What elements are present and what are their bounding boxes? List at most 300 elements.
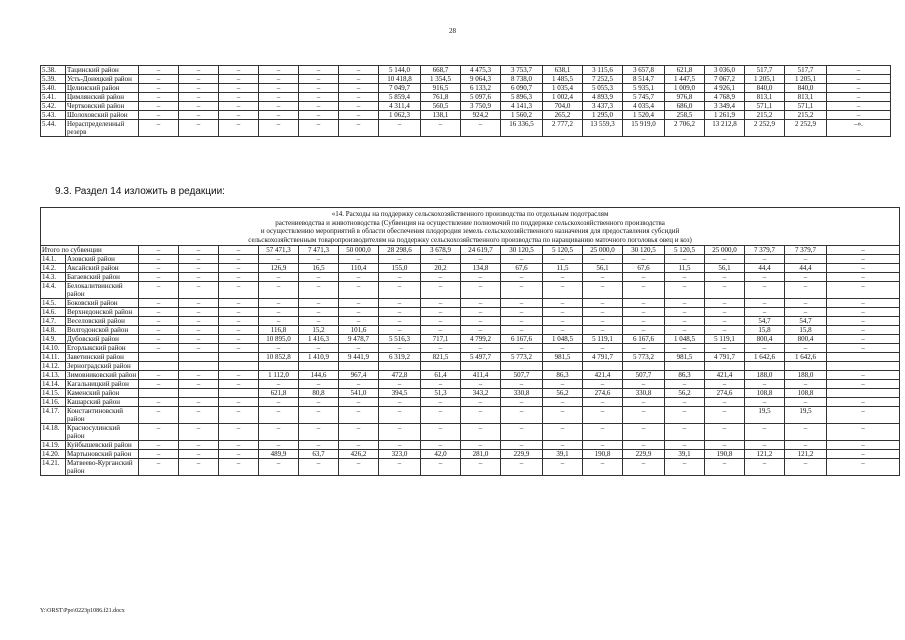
- value-cell: –: [179, 255, 219, 264]
- value-cell: –: [299, 398, 339, 407]
- row-code: 14.6.: [41, 308, 66, 317]
- value-cell: –: [583, 459, 623, 476]
- value-cell: –: [461, 424, 501, 441]
- value-cell: 19,5: [785, 407, 827, 424]
- value-cell: 7 049,7: [379, 84, 421, 93]
- value-cell: 39,1: [543, 450, 583, 459]
- value-cell: 1 002,4: [543, 93, 583, 102]
- value-cell: 10 895,0: [259, 335, 299, 344]
- value-cell: 813,1: [785, 93, 827, 102]
- value-cell: [785, 362, 827, 371]
- value-cell: –: [219, 424, 259, 441]
- value-cell: 3 115,6: [583, 66, 623, 75]
- value-cell: 11,5: [543, 264, 583, 273]
- value-cell: [543, 362, 583, 371]
- value-cell: [219, 362, 259, 371]
- value-cell: –: [623, 344, 665, 353]
- row-name: Верхнедонской район: [66, 308, 139, 317]
- value-cell: 11,5: [665, 264, 705, 273]
- value-cell: [421, 362, 461, 371]
- row-name: Заветинский район: [66, 353, 139, 362]
- value-cell: –: [745, 344, 785, 353]
- value-cell: –: [705, 326, 745, 335]
- value-cell: 5 055,3: [583, 84, 623, 93]
- value-cell: –: [259, 84, 299, 93]
- value-cell: 916,5: [421, 84, 461, 93]
- value-cell: 5 935,1: [623, 84, 665, 93]
- value-cell: 7 471,3: [299, 246, 339, 255]
- table-row: [41, 120, 891, 137]
- value-cell: –: [421, 273, 461, 282]
- value-cell: 541,0: [339, 389, 379, 398]
- value-cell: 1 048,5: [543, 335, 583, 344]
- value-cell: –: [299, 407, 339, 424]
- value-cell: –: [259, 424, 299, 441]
- value-cell: –: [543, 326, 583, 335]
- value-cell: –: [139, 84, 179, 93]
- value-cell: –: [179, 299, 219, 308]
- value-cell: 2 252,9: [745, 120, 785, 137]
- value-cell: 5 497,7: [461, 353, 501, 362]
- value-cell: –: [259, 273, 299, 282]
- value-cell: –: [179, 407, 219, 424]
- value-cell: –: [665, 407, 705, 424]
- value-cell: –: [179, 75, 219, 84]
- value-cell: –: [501, 424, 543, 441]
- row-name: Чертковский район: [66, 102, 139, 111]
- row-code: 14.1.: [41, 255, 66, 264]
- value-cell: –: [623, 424, 665, 441]
- value-cell: –».: [827, 120, 891, 137]
- value-cell: –: [339, 111, 379, 120]
- value-cell: –: [299, 75, 339, 84]
- value-cell: –: [339, 75, 379, 84]
- value-cell: 1 205,1: [785, 75, 827, 84]
- value-cell: –: [827, 264, 900, 273]
- value-cell: 323,0: [379, 450, 421, 459]
- value-cell: 215,2: [745, 111, 785, 120]
- value-cell: 426,2: [339, 450, 379, 459]
- row-name: Веселовский район: [66, 317, 139, 326]
- caption-line: сельскохозяйственным товаропроизводителям на поддержку сельскохозяйственного производства по наращиванию маточного поголовья овец и коз): [248, 235, 692, 244]
- value-cell: –: [461, 459, 501, 476]
- value-cell: –: [139, 326, 179, 335]
- value-cell: –: [339, 441, 379, 450]
- value-cell: –: [827, 398, 900, 407]
- value-cell: [139, 362, 179, 371]
- value-cell: 4 791,7: [583, 353, 623, 362]
- value-cell: 1 447,5: [665, 75, 705, 84]
- value-cell: –: [461, 255, 501, 264]
- value-cell: 30 120,5: [501, 246, 543, 255]
- value-cell: –: [179, 93, 219, 102]
- value-cell: –: [827, 282, 900, 299]
- row-name: Куйбышевский район: [66, 441, 139, 450]
- caption-line: и осуществлению мероприятий в области обеспечения плодородия земель сельскохозяйственного назначения для предоставления субсидий: [260, 227, 680, 236]
- value-cell: –: [461, 308, 501, 317]
- value-cell: –: [583, 308, 623, 317]
- value-cell: –: [219, 93, 259, 102]
- table-row: [41, 299, 900, 308]
- value-cell: 411,4: [461, 371, 501, 380]
- value-cell: 8 514,7: [623, 75, 665, 84]
- value-cell: –: [623, 380, 665, 389]
- value-cell: –: [139, 441, 179, 450]
- table-caption-row: [41, 208, 900, 246]
- value-cell: –: [623, 282, 665, 299]
- value-cell: 3 678,9: [421, 246, 461, 255]
- value-cell: –: [543, 255, 583, 264]
- value-cell: 840,0: [785, 84, 827, 93]
- row-code: 14.9.: [41, 335, 66, 344]
- value-cell: –: [827, 459, 900, 476]
- row-code: 14.13.: [41, 371, 66, 380]
- value-cell: 3 349,4: [705, 102, 745, 111]
- value-cell: –: [139, 299, 179, 308]
- value-cell: –: [745, 380, 785, 389]
- value-cell: 6 090,7: [501, 84, 543, 93]
- value-cell: 1 009,0: [665, 84, 705, 93]
- row-code: 14.18.: [41, 424, 66, 441]
- value-cell: –: [219, 371, 259, 380]
- value-cell: –: [339, 407, 379, 424]
- value-cell: 343,2: [461, 389, 501, 398]
- value-cell: 421,4: [583, 371, 623, 380]
- value-cell: –: [623, 317, 665, 326]
- value-cell: 281,0: [461, 450, 501, 459]
- value-cell: –: [827, 450, 900, 459]
- value-cell: –: [705, 344, 745, 353]
- value-cell: 571,1: [785, 102, 827, 111]
- value-cell: –: [179, 371, 219, 380]
- value-cell: –: [745, 299, 785, 308]
- value-cell: –: [785, 441, 827, 450]
- value-cell: 44,4: [745, 264, 785, 273]
- value-cell: –: [259, 308, 299, 317]
- value-cell: –: [665, 424, 705, 441]
- row-code: 14.3.: [41, 273, 66, 282]
- value-cell: –: [705, 255, 745, 264]
- value-cell: 274,6: [705, 389, 745, 398]
- value-cell: –: [421, 424, 461, 441]
- value-cell: –: [583, 380, 623, 389]
- value-cell: –: [421, 344, 461, 353]
- value-cell: –: [219, 282, 259, 299]
- value-cell: –: [501, 380, 543, 389]
- value-cell: 3 750,9: [461, 102, 501, 111]
- value-cell: –: [219, 84, 259, 93]
- value-cell: 188,0: [745, 371, 785, 380]
- value-cell: 258,5: [665, 111, 705, 120]
- value-cell: –: [179, 450, 219, 459]
- value-cell: 472,8: [379, 371, 421, 380]
- value-cell: –: [179, 264, 219, 273]
- value-cell: 967,4: [339, 371, 379, 380]
- value-cell: –: [259, 102, 299, 111]
- value-cell: –: [139, 317, 179, 326]
- value-cell: –: [705, 317, 745, 326]
- value-cell: [179, 362, 219, 371]
- value-cell: –: [583, 344, 623, 353]
- value-cell: –: [785, 398, 827, 407]
- table-row: [41, 273, 900, 282]
- value-cell: –: [665, 398, 705, 407]
- value-cell: 4 893,9: [583, 93, 623, 102]
- value-cell: –: [259, 255, 299, 264]
- value-cell: 4 791,7: [705, 353, 745, 362]
- value-cell: –: [827, 255, 900, 264]
- row-code: 14.21.: [41, 459, 66, 476]
- value-cell: –: [461, 273, 501, 282]
- value-cell: 507,7: [501, 371, 543, 380]
- value-cell: –: [139, 459, 179, 476]
- value-cell: 507,7: [623, 371, 665, 380]
- value-cell: –: [139, 111, 179, 120]
- value-cell: 761,8: [421, 93, 461, 102]
- value-cell: 717,1: [421, 335, 461, 344]
- value-cell: 1 295,0: [583, 111, 623, 120]
- table-row: [41, 102, 891, 111]
- value-cell: –: [379, 380, 421, 389]
- value-cell: –: [827, 344, 900, 353]
- value-cell: 190,8: [705, 450, 745, 459]
- value-cell: –: [543, 344, 583, 353]
- value-cell: 330,8: [623, 389, 665, 398]
- value-cell: –: [745, 459, 785, 476]
- value-cell: 42,0: [421, 450, 461, 459]
- table-row: [41, 441, 900, 450]
- value-cell: –: [785, 308, 827, 317]
- value-cell: 686,0: [665, 102, 705, 111]
- row-code: 5.44.: [41, 120, 66, 137]
- value-cell: –: [139, 424, 179, 441]
- value-cell: 19,5: [745, 407, 785, 424]
- value-cell: –: [259, 120, 299, 137]
- row-code: 5.38.: [41, 66, 66, 75]
- value-cell: –: [179, 380, 219, 389]
- value-cell: –: [421, 380, 461, 389]
- row-name: Нераспределенный резерв: [66, 120, 139, 137]
- value-cell: 840,0: [745, 84, 785, 93]
- value-cell: 50 000,0: [339, 246, 379, 255]
- row-code: 5.42.: [41, 102, 66, 111]
- value-cell: 15,8: [745, 326, 785, 335]
- row-name: Егорлыкский район: [66, 344, 139, 353]
- value-cell: –: [421, 255, 461, 264]
- value-cell: 2 252,9: [785, 120, 827, 137]
- row-name: Тацинский район: [66, 66, 139, 75]
- value-cell: –: [339, 93, 379, 102]
- value-cell: –: [543, 317, 583, 326]
- value-cell: 54,7: [745, 317, 785, 326]
- row-code: 14.7.: [41, 317, 66, 326]
- value-cell: –: [139, 102, 179, 111]
- value-cell: 3 657,8: [623, 66, 665, 75]
- value-cell: –: [421, 120, 461, 137]
- table-row: [41, 282, 900, 299]
- row-code: 14.14.: [41, 380, 66, 389]
- row-name: Целинский район: [66, 84, 139, 93]
- value-cell: 155,0: [379, 264, 421, 273]
- value-cell: 1 035,4: [543, 84, 583, 93]
- value-cell: –: [461, 344, 501, 353]
- row-name: Боковский район: [66, 299, 139, 308]
- value-cell: 5 859,4: [379, 93, 421, 102]
- value-cell: –: [219, 120, 259, 137]
- table-row: [41, 380, 900, 389]
- value-cell: –: [665, 380, 705, 389]
- value-cell: –: [299, 308, 339, 317]
- value-cell: –: [339, 120, 379, 137]
- value-cell: 981,5: [543, 353, 583, 362]
- value-cell: –: [665, 317, 705, 326]
- value-cell: –: [139, 273, 179, 282]
- value-cell: –: [501, 299, 543, 308]
- value-cell: –: [179, 441, 219, 450]
- value-cell: 274,6: [583, 389, 623, 398]
- value-cell: 1 560,2: [501, 111, 543, 120]
- value-cell: 5 120,5: [665, 246, 705, 255]
- value-cell: –: [219, 450, 259, 459]
- value-cell: –: [583, 398, 623, 407]
- value-cell: –: [583, 441, 623, 450]
- value-cell: –: [705, 407, 745, 424]
- value-cell: –: [623, 441, 665, 450]
- value-cell: –: [583, 317, 623, 326]
- row-code: 14.17.: [41, 407, 66, 424]
- caption-line: «14. Расходы на поддержку сельскохозяйственного производства по отдельным подотраслям: [331, 210, 609, 218]
- value-cell: –: [543, 459, 583, 476]
- value-cell: 51,3: [421, 389, 461, 398]
- value-cell: –: [827, 84, 891, 93]
- value-cell: –: [665, 255, 705, 264]
- value-cell: 101,6: [339, 326, 379, 335]
- value-cell: 1 354,5: [421, 75, 461, 84]
- row-name: Константиновский район: [66, 407, 139, 424]
- row-name: Азовский район: [66, 255, 139, 264]
- value-cell: –: [705, 424, 745, 441]
- value-cell: –: [623, 273, 665, 282]
- value-cell: –: [543, 273, 583, 282]
- value-cell: 6 319,2: [379, 353, 421, 362]
- value-cell: –: [179, 344, 219, 353]
- table-row: [41, 398, 900, 407]
- value-cell: 3 036,0: [705, 66, 745, 75]
- value-cell: –: [705, 459, 745, 476]
- value-cell: –: [139, 335, 179, 344]
- value-cell: [379, 362, 421, 371]
- table-row: [41, 66, 891, 75]
- value-cell: –: [827, 371, 900, 380]
- row-name: Кашарский район: [66, 398, 139, 407]
- value-cell: –: [139, 93, 179, 102]
- value-cell: 265,2: [543, 111, 583, 120]
- value-cell: –: [543, 380, 583, 389]
- value-cell: 44,4: [785, 264, 827, 273]
- value-cell: –: [379, 344, 421, 353]
- value-cell: 10 852,8: [259, 353, 299, 362]
- value-cell: –: [179, 111, 219, 120]
- value-cell: –: [623, 308, 665, 317]
- value-cell: –: [259, 75, 299, 84]
- value-cell: –: [179, 84, 219, 93]
- value-cell: –: [379, 308, 421, 317]
- value-cell: –: [339, 102, 379, 111]
- row-name: Каменский район: [66, 389, 139, 398]
- value-cell: 108,8: [785, 389, 827, 398]
- value-cell: –: [501, 317, 543, 326]
- value-cell: 15 919,0: [623, 120, 665, 137]
- value-cell: –: [219, 264, 259, 273]
- value-cell: –: [379, 273, 421, 282]
- value-cell: –: [705, 299, 745, 308]
- value-cell: [501, 362, 543, 371]
- value-cell: –: [299, 273, 339, 282]
- value-cell: –: [379, 424, 421, 441]
- value-cell: –: [665, 441, 705, 450]
- value-cell: –: [299, 282, 339, 299]
- value-cell: 517,7: [785, 66, 827, 75]
- value-cell: 9 064,3: [461, 75, 501, 84]
- value-cell: –: [827, 326, 900, 335]
- value-cell: –: [827, 75, 891, 84]
- value-cell: 7 252,5: [583, 75, 623, 84]
- value-cell: –: [827, 93, 891, 102]
- value-cell: –: [299, 344, 339, 353]
- row-code: 14.20.: [41, 450, 66, 459]
- value-cell: 394,5: [379, 389, 421, 398]
- row-code: 14.19.: [41, 441, 66, 450]
- value-cell: –: [785, 255, 827, 264]
- value-cell: 67,6: [623, 264, 665, 273]
- value-cell: 190,8: [583, 450, 623, 459]
- value-cell: 6 167,6: [623, 335, 665, 344]
- row-code: 5.43.: [41, 111, 66, 120]
- table-row: [41, 459, 900, 476]
- value-cell: 4 311,4: [379, 102, 421, 111]
- value-cell: –: [501, 407, 543, 424]
- value-cell: 25 000,0: [583, 246, 623, 255]
- value-cell: 63,7: [299, 450, 339, 459]
- value-cell: 229,9: [501, 450, 543, 459]
- value-cell: 517,7: [745, 66, 785, 75]
- value-cell: –: [339, 255, 379, 264]
- table-row: [41, 344, 900, 353]
- value-cell: –: [501, 282, 543, 299]
- value-cell: 4 475,3: [461, 66, 501, 75]
- value-cell: –: [339, 84, 379, 93]
- value-cell: 1 261,9: [705, 111, 745, 120]
- value-cell: 638,1: [543, 66, 583, 75]
- row-name: Усть-Донецкий район: [66, 75, 139, 84]
- value-cell: –: [139, 450, 179, 459]
- value-cell: –: [299, 66, 339, 75]
- value-cell: –: [219, 102, 259, 111]
- value-cell: [827, 389, 900, 398]
- value-cell: –: [745, 282, 785, 299]
- value-cell: –: [827, 273, 900, 282]
- value-cell: 3 753,7: [501, 66, 543, 75]
- value-cell: –: [219, 326, 259, 335]
- value-cell: –: [665, 273, 705, 282]
- value-cell: –: [623, 407, 665, 424]
- value-cell: 86,3: [543, 371, 583, 380]
- value-cell: –: [827, 380, 900, 389]
- value-cell: 30 120,5: [623, 246, 665, 255]
- value-cell: –: [543, 407, 583, 424]
- value-cell: [827, 353, 900, 362]
- value-cell: 9 441,9: [339, 353, 379, 362]
